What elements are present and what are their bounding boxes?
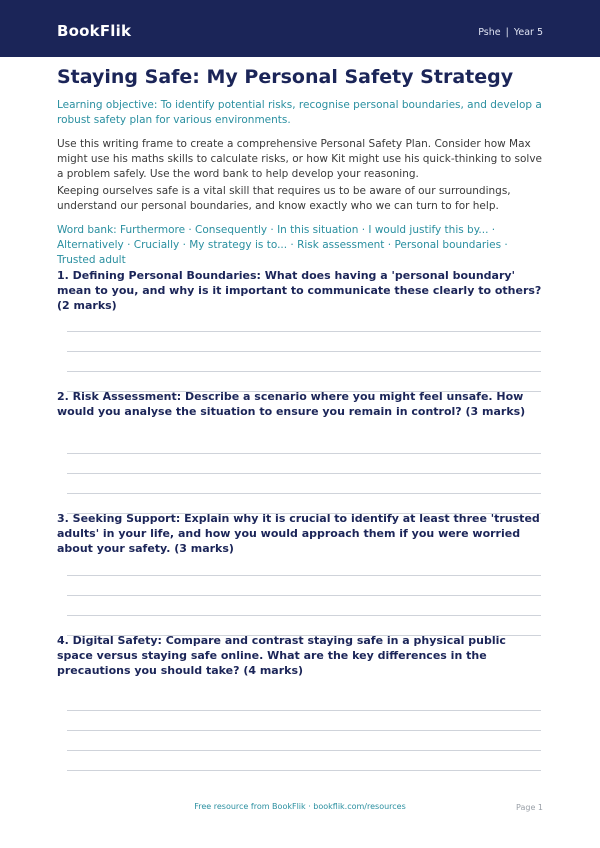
answer-line[interactable] (67, 331, 541, 332)
subject-year-label (478, 27, 543, 38)
footer-resource-link[interactable]: Free resource from BookFlik · bookflik.com/resources (194, 802, 406, 811)
answer-line[interactable] (67, 351, 541, 352)
year-label: Year 5 (513, 27, 543, 38)
question-4: 4. Digital Safety: Compare and contrast staying safe in a physical public space versus staying safe online. What are the key differences in the precautions you should take? (4 marks) (57, 634, 506, 677)
page-title: Staying Safe: My Personal Safety Strategy (57, 66, 514, 88)
answer-line[interactable] (67, 615, 541, 616)
separator: | (505, 27, 509, 38)
answer-line[interactable] (67, 710, 541, 711)
answer-line[interactable] (67, 730, 541, 731)
intro-paragraph-2: Keeping ourselves safe is a vital skill that requires us to be aware of our surroundings, understand our personal boundaries, and know exactly who we can turn to for help. (57, 185, 511, 212)
answer-line[interactable] (67, 493, 541, 494)
top-banner (0, 0, 600, 57)
brand-logo-text: BookFlik (57, 22, 132, 40)
question-3: 3. Seeking Support: Explain why it is crucial to identify at least three 'trusted adults' in your life, and how you would approach them if you were worried about your safety. (3 marks) (57, 512, 540, 555)
question-2: 2. Risk Assessment: Describe a scenario where you might feel unsafe. How would you analyse the situation to ensure you remain in control? (3 marks) (57, 390, 526, 418)
answer-line[interactable] (67, 371, 541, 372)
page-number: Page 1 (516, 803, 543, 812)
answer-line[interactable] (67, 750, 541, 751)
intro-paragraph-1: Use this writing frame to create a comprehensive Personal Safety Plan. Consider how Max might use his maths skills to calculate risks, or how Kit might use his quick-thinking to solve a problem safely. Use the word bank to help develop your reasoning. (57, 138, 543, 180)
answer-line[interactable] (67, 575, 541, 576)
word-bank: Word bank: Furthermore · Consequently · In this situation · I would justify this by... · Alternatively · Crucially · My strategy is to... · Risk assessment · Personal boundaries · Trusted adult (57, 224, 508, 266)
question-1: 1. Defining Personal Boundaries: What does having a 'personal boundary' mean to you, and why is it important to communicate these clearly to others? (2 marks) (57, 269, 542, 312)
answer-line[interactable] (67, 595, 541, 596)
answer-line[interactable] (67, 473, 541, 474)
learning-objective: Learning objective: To identify potential risks, recognise personal boundaries, and develop a robust safety plan for various environments. (57, 99, 542, 126)
answer-line[interactable] (67, 770, 541, 771)
answer-line[interactable] (67, 453, 541, 454)
subject-label: Pshe (478, 27, 501, 38)
